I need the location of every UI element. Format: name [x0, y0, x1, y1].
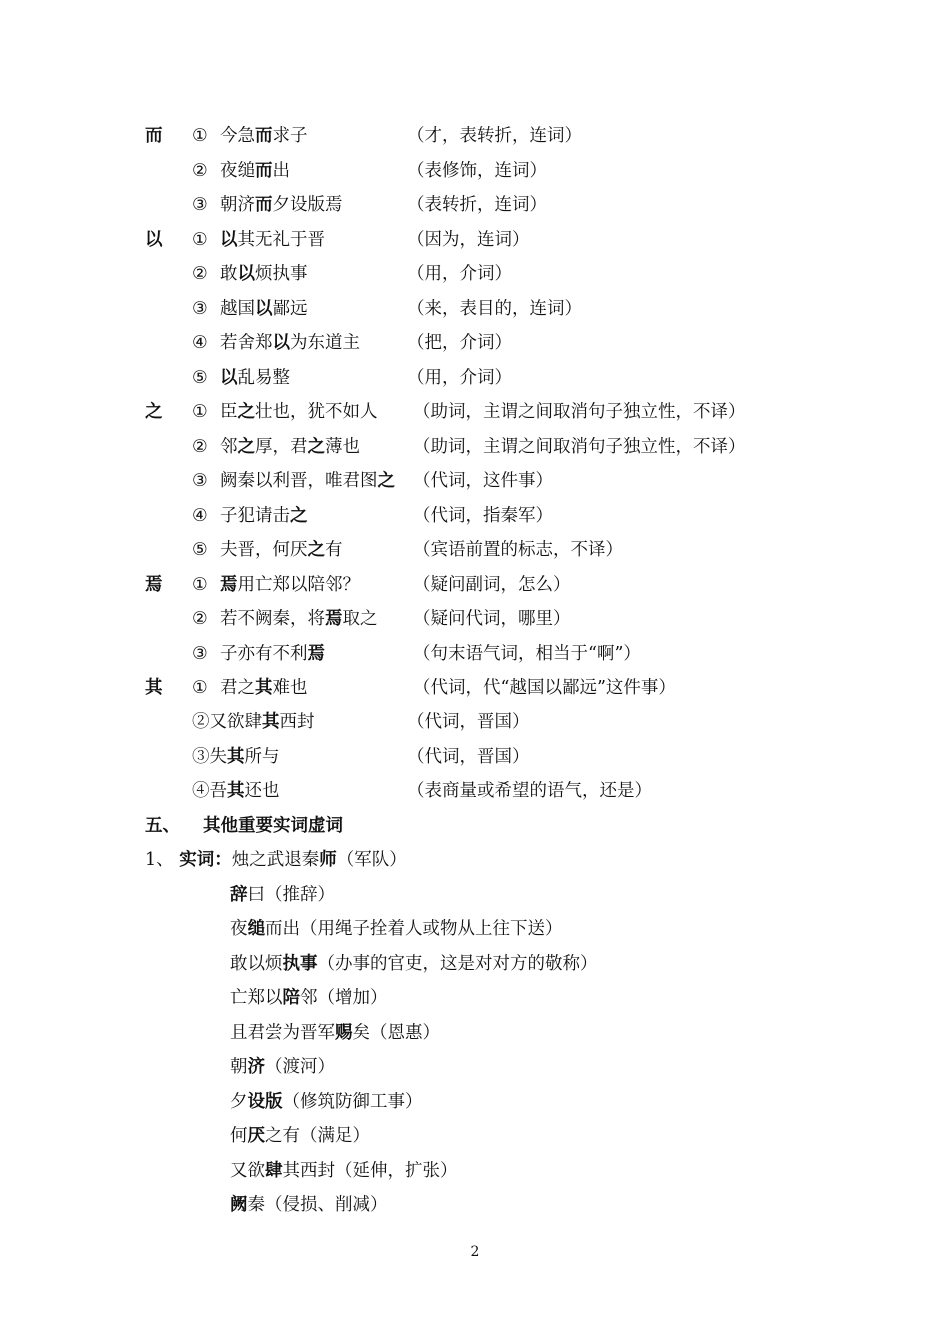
list-item: ③ 越国以鄙远	[192, 299, 308, 319]
list-item: 阙秦（侵损、削减）	[230, 1195, 388, 1215]
list-item: ① 今急而求子	[192, 126, 308, 146]
item-note: （表转折，连词）	[407, 195, 547, 215]
item-note: （代词，这件事）	[413, 471, 553, 491]
list-item: 朝济（渡河）	[230, 1057, 335, 1077]
list-item: ⑤ 以乱易整	[192, 368, 290, 388]
list-item: 敢以烦执事（办事的官吏，这是对对方的敬称）	[230, 954, 598, 974]
item-number: ②	[192, 437, 208, 457]
item-note: （助词，主谓之间取消句子独立性，不译）	[413, 437, 746, 457]
item-note: （来，表目的，连词）	[407, 299, 582, 319]
item-note: （用，介词）	[407, 368, 512, 388]
item-note: （句末语气词，相当于“啊”）	[413, 644, 641, 664]
item-number: ①	[192, 575, 208, 595]
section-head-zhi: 之	[145, 402, 163, 422]
list-item: ② 若不阙秦，将焉取之	[192, 609, 378, 629]
item-number: ③	[192, 299, 208, 319]
item-number: ②	[192, 609, 208, 629]
item-number: ⑤	[192, 368, 208, 388]
section-head-qi: 其	[145, 678, 163, 698]
item-number: ⑤	[192, 540, 208, 560]
item-note: （才，表转折，连词）	[407, 126, 582, 146]
item-note: （表修饰，连词）	[407, 161, 547, 181]
item-number: ②	[192, 161, 208, 181]
item-note: （宾语前置的标志，不译）	[413, 540, 623, 560]
page-number: 2	[470, 1244, 480, 1260]
list-item: ① 以其无礼于晋	[192, 230, 325, 250]
item-number: ③	[192, 644, 208, 664]
item-number: ④	[192, 506, 208, 526]
list-item: ④ 子犯请击之	[192, 506, 308, 526]
item-note: （代词，代“越国以鄙远”这件事）	[413, 678, 676, 698]
list-item: ④吾其还也	[192, 781, 280, 801]
list-item: ⑤ 夫晋，何厌之有	[192, 540, 343, 560]
item-number: ③	[192, 747, 210, 767]
item-note: （疑问副词，怎么）	[413, 575, 571, 595]
item-number: ④	[192, 333, 208, 353]
list-item: ① 君之其难也	[192, 678, 308, 698]
list-item: ④ 若舍郑以为东道主	[192, 333, 360, 353]
list-item: ② 邻之厚，君之薄也	[192, 437, 360, 457]
item-number: ③	[192, 195, 208, 215]
item-note: （因为，连词）	[407, 230, 530, 250]
item-note: （把，介词）	[407, 333, 512, 353]
item-note: （用，介词）	[407, 264, 512, 284]
list-item: 夕设版（修筑防御工事）	[230, 1092, 423, 1112]
item-number: ②	[192, 264, 208, 284]
section-head-er: 而	[145, 126, 163, 146]
item-number: ①	[192, 126, 208, 146]
list-item: ① 臣之壮也，犹不如人	[192, 402, 378, 422]
shici-label: 实词：	[179, 850, 232, 870]
item-number: ③	[192, 471, 208, 491]
item-number: ①	[192, 678, 208, 698]
shici-first-line: 1、 实词：烛之武退秦师（军队）	[145, 850, 407, 870]
list-item: ③ 子亦有不利焉	[192, 644, 325, 664]
section-head-yi: 以	[145, 230, 163, 250]
list-item: 又欲肆其西封（延伸，扩张）	[230, 1161, 458, 1181]
item-note: （助词，主谓之间取消句子独立性，不译）	[413, 402, 746, 422]
section5-title: 其他重要实词虚词	[203, 816, 343, 836]
item-number: ②	[192, 712, 210, 732]
section5-label: 五、	[145, 816, 180, 836]
item-note: （表商量或希望的语气，还是）	[407, 781, 652, 801]
list-item: ③ 阙秦以利晋，唯君图之	[192, 471, 395, 491]
shici-number: 1、	[145, 850, 174, 870]
item-number: ①	[192, 402, 208, 422]
list-item: ② 夜缒而出	[192, 161, 290, 181]
list-item: ③ 朝济而夕设版焉	[192, 195, 343, 215]
item-note: （代词，晋国）	[407, 712, 530, 732]
list-item: ③失其所与	[192, 747, 280, 767]
item-number: ④	[192, 781, 210, 801]
section-head-yan: 焉	[145, 575, 163, 595]
item-note: （疑问代词，哪里）	[413, 609, 571, 629]
item-note: （代词，指秦军）	[413, 506, 553, 526]
list-item: 亡郑以陪邻（增加）	[230, 988, 388, 1008]
list-item: 且君尝为晋军赐矣（恩惠）	[230, 1023, 440, 1043]
list-item: ② 敢以烦执事	[192, 264, 308, 284]
list-item: 何厌之有（满足）	[230, 1126, 370, 1146]
list-item: ① 焉用亡郑以陪邻？	[192, 575, 360, 595]
item-note: （代词，晋国）	[407, 747, 530, 767]
list-item: 夜缒而出（用绳子拴着人或物从上往下送）	[230, 919, 563, 939]
list-item: ②又欲肆其西封	[192, 712, 315, 732]
list-item: 辞曰（推辞）	[230, 885, 335, 905]
item-number: ①	[192, 230, 208, 250]
